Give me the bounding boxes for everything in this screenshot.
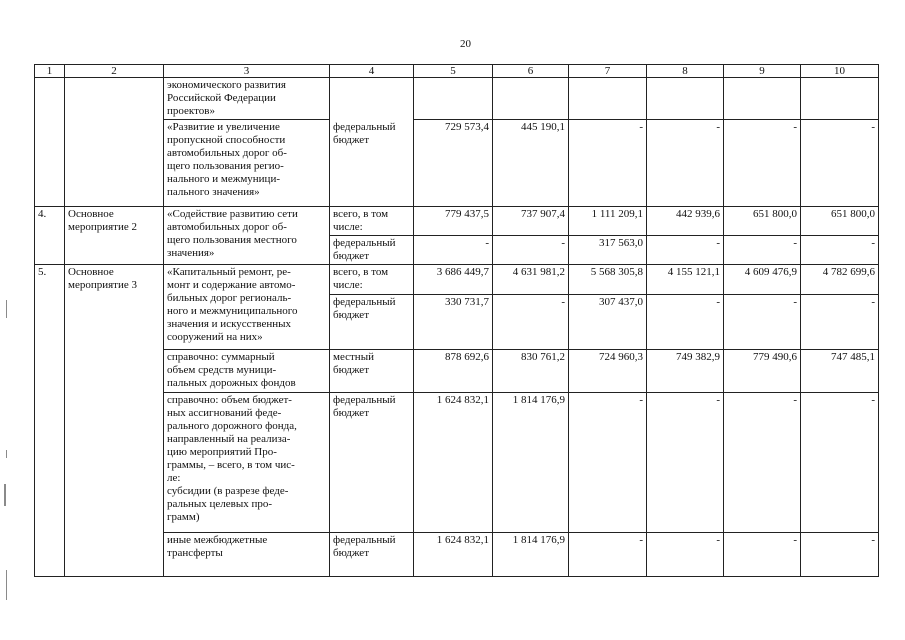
cell-value: 651 800,0 xyxy=(801,207,879,236)
cell-index: 5. xyxy=(35,265,65,577)
cell-value: 317 563,0 xyxy=(569,236,647,265)
cell-value: 4 782 699,6 xyxy=(801,265,879,295)
cell-activity xyxy=(65,78,164,120)
cell-source: всего, в том числе: xyxy=(330,207,414,236)
cell-value: 445 190,1 xyxy=(493,120,569,207)
cell-value: - xyxy=(801,295,879,350)
table-row xyxy=(35,265,879,295)
header-cell: 5 xyxy=(414,65,493,78)
cell-value xyxy=(647,78,724,120)
header-cell: 2 xyxy=(65,65,164,78)
cell-value: 330 731,7 xyxy=(414,295,493,350)
cell-value: - xyxy=(724,120,801,207)
cell-description: «Развитие и увеличение пропускной способности автомобильных дорог об- щего пользования регио- нального и межмуници- пального значения» xyxy=(164,120,330,207)
cell-value: 4 155 121,1 xyxy=(647,265,724,295)
header-cell: 3 xyxy=(164,65,330,78)
cell-value: - xyxy=(569,120,647,207)
cell-value: - xyxy=(801,120,879,207)
cell-value: 5 568 305,8 xyxy=(569,265,647,295)
cell-value: - xyxy=(647,393,724,533)
cell-value: - xyxy=(724,295,801,350)
cell-value xyxy=(724,78,801,120)
scan-mark-left-4 xyxy=(6,570,7,600)
cell-value: 1 624 832,1 xyxy=(414,393,493,533)
table-row xyxy=(35,78,879,120)
cell-value: - xyxy=(493,295,569,350)
header-cell: 4 xyxy=(330,65,414,78)
scan-mark-left-3 xyxy=(4,484,6,506)
cell-value: - xyxy=(414,236,493,265)
header-cell: 9 xyxy=(724,65,801,78)
scan-mark-left-1 xyxy=(6,300,7,318)
table-row xyxy=(35,120,879,207)
header-cell: 10 xyxy=(801,65,879,78)
cell-source: федеральный бюджет xyxy=(330,295,414,350)
cell-value: 1 814 176,9 xyxy=(493,533,569,577)
header-row xyxy=(35,65,879,78)
cell-source: местный бюджет xyxy=(330,350,414,393)
cell-activity xyxy=(65,120,164,207)
cell-value xyxy=(414,78,493,120)
cell-description: иные межбюджетные трансферты xyxy=(164,533,330,577)
cell-value: 724 960,3 xyxy=(569,350,647,393)
cell-value: - xyxy=(647,533,724,577)
cell-value: - xyxy=(801,533,879,577)
cell-source: всего, в том числе: xyxy=(330,265,414,295)
cell-value xyxy=(493,78,569,120)
cell-value: 779 437,5 xyxy=(414,207,493,236)
header-cell: 8 xyxy=(647,65,724,78)
cell-value: 729 573,4 xyxy=(414,120,493,207)
cell-value: 749 382,9 xyxy=(647,350,724,393)
cell-value: - xyxy=(647,120,724,207)
cell-source: федеральный бюджет xyxy=(330,120,414,207)
cell-source: федеральный бюджет xyxy=(330,393,414,533)
cell-value: - xyxy=(724,533,801,577)
cell-value: 1 624 832,1 xyxy=(414,533,493,577)
cell-description: справочно: объем бюджет- ных ассигнований феде- рального дорожного фонда, направленный на реализа- цию мероприятий Про- граммы, – всего, в том чис- ле: субсидии (в разрезе феде- ральных целевых про- грамм) xyxy=(164,393,330,533)
cell-value: 442 939,6 xyxy=(647,207,724,236)
cell-value xyxy=(569,78,647,120)
cell-description: «Капитальный ремонт, ре- монт и содержание автомо- бильных дорог региональ- ного и межмуниципального значения и искусственных сооружений на них» xyxy=(164,265,330,350)
cell-index xyxy=(35,120,65,207)
cell-value: - xyxy=(569,533,647,577)
cell-value: - xyxy=(493,236,569,265)
cell-description: справочно: суммарный объем средств муници- пальных дорожных фондов xyxy=(164,350,330,393)
cell-value: 747 485,1 xyxy=(801,350,879,393)
cell-value: - xyxy=(569,393,647,533)
cell-value: 779 490,6 xyxy=(724,350,801,393)
cell-source xyxy=(330,78,414,120)
cell-value xyxy=(801,78,879,120)
cell-value: - xyxy=(801,393,879,533)
cell-value: - xyxy=(724,236,801,265)
cell-value: 651 800,0 xyxy=(724,207,801,236)
cell-value: 3 686 449,7 xyxy=(414,265,493,295)
cell-value: - xyxy=(647,295,724,350)
cell-description: «Содействие развитию сети автомобильных дорог об- щего пользования местного значения» xyxy=(164,207,330,265)
cell-value: - xyxy=(647,236,724,265)
cell-description: экономического развития Российской Федерации проектов» xyxy=(164,78,330,120)
cell-value: 1 111 209,1 xyxy=(569,207,647,236)
cell-value: - xyxy=(724,393,801,533)
cell-index xyxy=(35,78,65,120)
cell-value: 830 761,2 xyxy=(493,350,569,393)
cell-source: федеральный бюджет xyxy=(330,533,414,577)
header-cell: 6 xyxy=(493,65,569,78)
cell-value: 4 609 476,9 xyxy=(724,265,801,295)
page-number: 20 xyxy=(460,38,471,50)
cell-value: 878 692,6 xyxy=(414,350,493,393)
cell-value: 307 437,0 xyxy=(569,295,647,350)
cell-value: 737 907,4 xyxy=(493,207,569,236)
cell-value: 1 814 176,9 xyxy=(493,393,569,533)
cell-value: - xyxy=(801,236,879,265)
header-cell: 1 xyxy=(35,65,65,78)
cell-value: 4 631 981,2 xyxy=(493,265,569,295)
cell-activity: Основное мероприятие 2 xyxy=(65,207,164,265)
cell-activity: Основное мероприятие 3 xyxy=(65,265,164,577)
header-cell: 7 xyxy=(569,65,647,78)
scan-mark-left-2 xyxy=(6,450,7,458)
cell-source: федеральный бюджет xyxy=(330,236,414,265)
cell-index: 4. xyxy=(35,207,65,265)
budget-table xyxy=(34,64,879,577)
table-row xyxy=(35,207,879,236)
